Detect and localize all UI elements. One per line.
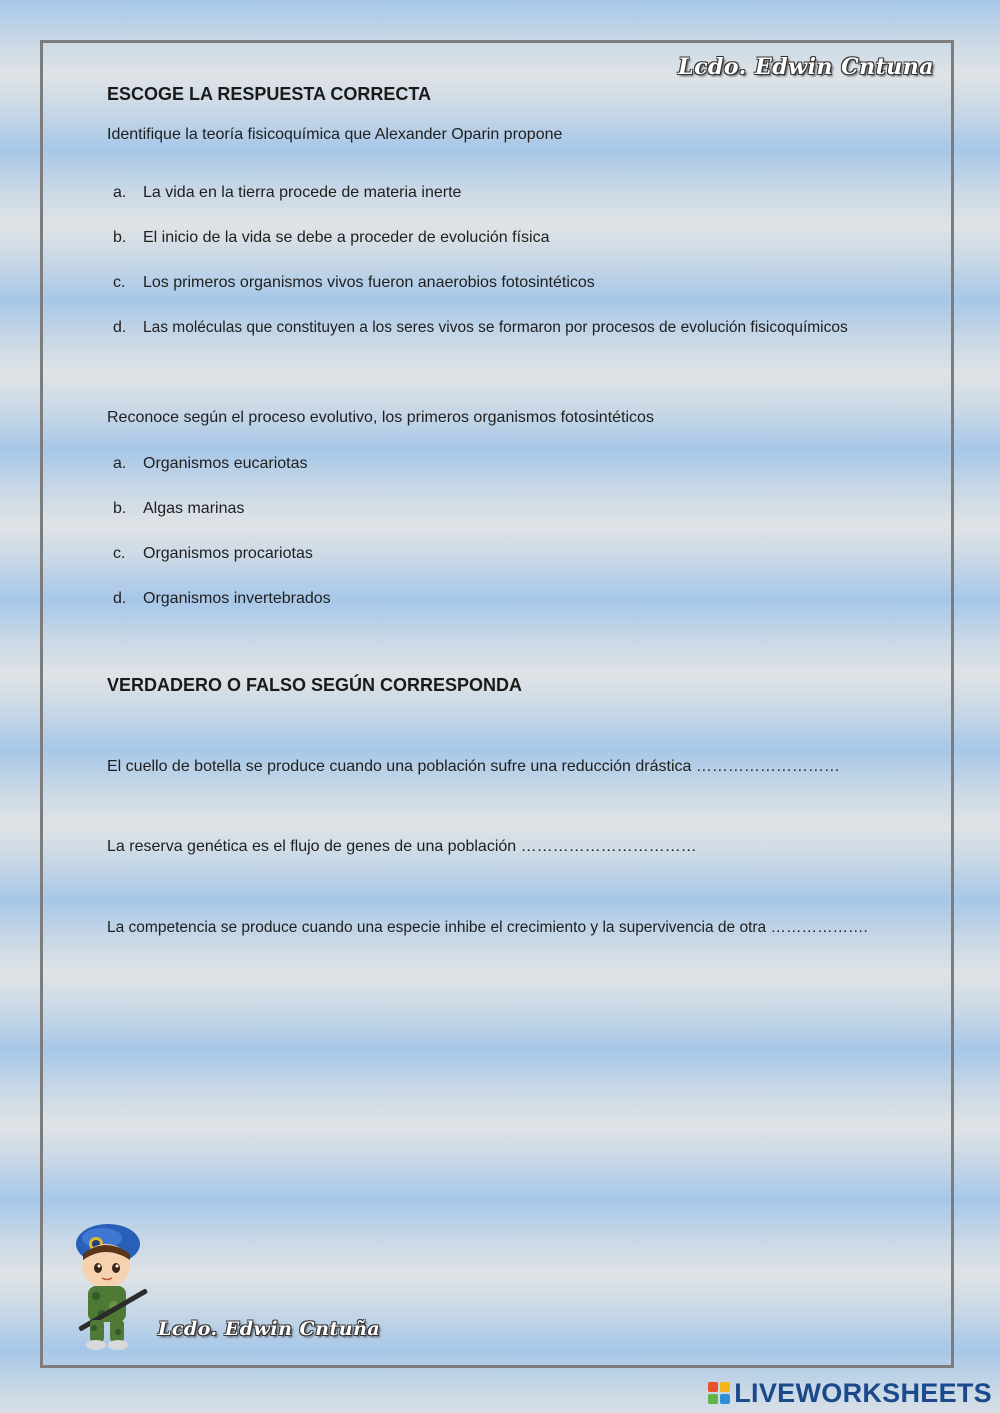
liveworksheets-logo[interactable]: [708, 1377, 992, 1409]
question-1-text: Identifique la teoría fisicoquímica que Alexander Oparin propone: [107, 126, 563, 143]
option-text: Algas marinas: [143, 500, 245, 517]
option-letter: d.: [113, 319, 127, 336]
option-letter: d.: [113, 590, 127, 607]
option-text: Los primeros organismos vivos fueron anaerobios fotosintéticos: [143, 274, 595, 291]
true-false-statement-2: La reserva genética es el flujo de genes de una población ……………………………: [107, 838, 697, 855]
question-1-option-d[interactable]: [113, 319, 848, 337]
question-2-text: Reconoce según el proceso evolutivo, los primeros organismos fotosintéticos: [107, 409, 654, 426]
true-false-statement-3: La competencia se produce cuando una especie inhibe el crecimiento y la supervivencia de otra ……………….: [107, 919, 868, 936]
option-text: El inicio de la vida se debe a proceder de evolución física: [143, 229, 550, 246]
option-letter: a.: [113, 455, 127, 472]
option-letter: c.: [113, 274, 126, 291]
option-text: Las moléculas que constituyen a los seres vivos se formaron por procesos de evolución fisicoquímicos: [143, 319, 848, 336]
true-false-statement-1: El cuello de botella se produce cuando una población sufre una reducción drástica ………………………: [107, 758, 840, 775]
option-text: Organismos procariotas: [143, 545, 313, 562]
author-signature-top: Lcdo. Edwin Cntuna: [678, 54, 934, 80]
question-1-option-c[interactable]: [113, 274, 595, 292]
question-2-option-c[interactable]: [113, 545, 313, 563]
question-1-option-a[interactable]: [113, 184, 461, 202]
author-signature-bottom: Lcdo. Edwin Cntuña: [158, 1318, 381, 1340]
question-2-option-a[interactable]: [113, 455, 308, 473]
option-text: La vida en la tierra procede de materia inerte: [143, 184, 462, 201]
option-letter: b.: [113, 500, 127, 517]
option-letter: b.: [113, 229, 127, 246]
soldier-mascot-image: [66, 1222, 156, 1352]
option-letter: c.: [113, 545, 126, 562]
question-2-option-b[interactable]: [113, 500, 244, 518]
section-title-multiple-choice: ESCOGE LA RESPUESTA CORRECTA: [107, 84, 432, 104]
liveworksheets-logo-text: LIVEWORKSHEETS: [734, 1377, 992, 1408]
option-letter: a.: [113, 184, 127, 201]
option-text: Organismos invertebrados: [143, 590, 331, 607]
liveworksheets-badge-icon: [708, 1382, 730, 1404]
question-2-option-d[interactable]: [113, 590, 331, 608]
option-text: Organismos eucariotas: [143, 455, 308, 472]
question-1-option-b[interactable]: [113, 229, 549, 247]
section-title-true-false: VERDADERO O FALSO SEGÚN CORRESPONDA: [107, 675, 523, 695]
